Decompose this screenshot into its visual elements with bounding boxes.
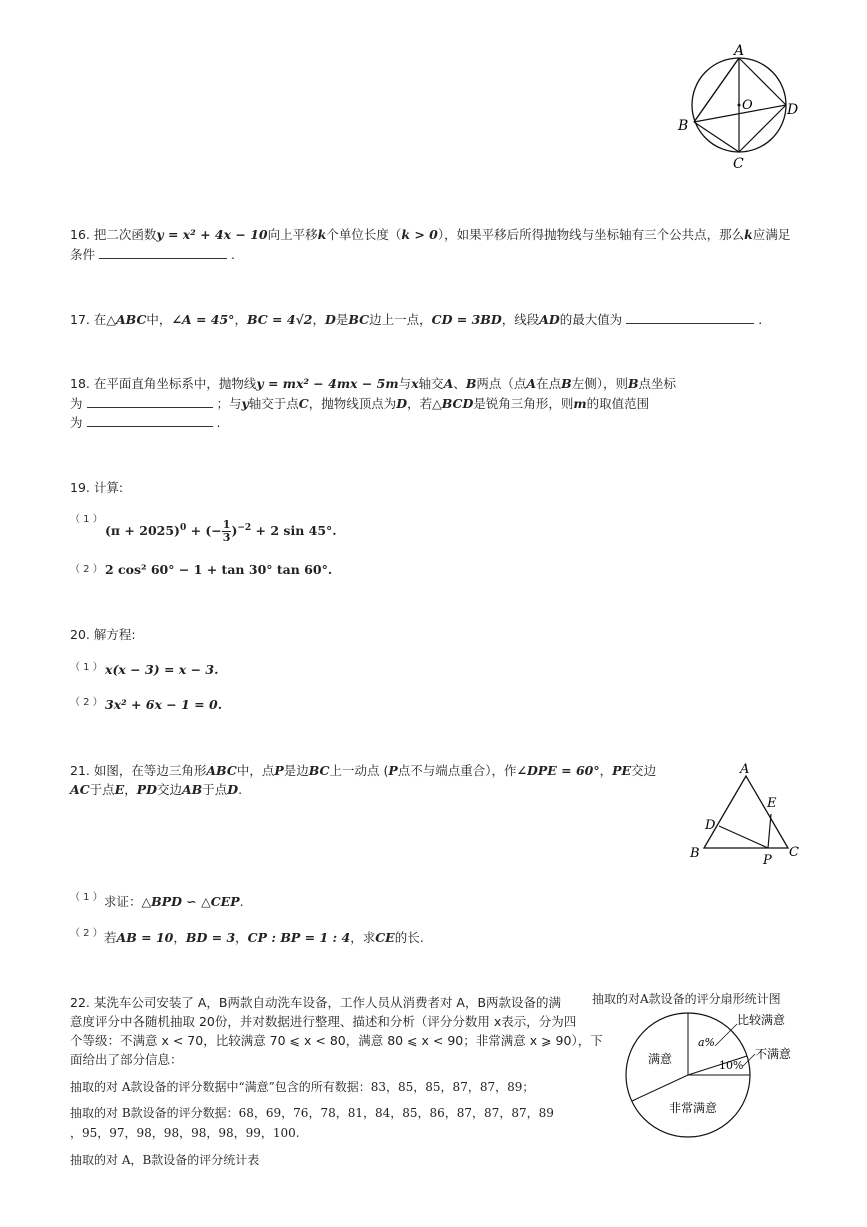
q19-title: 19. 计算: — [70, 480, 124, 495]
q22-line4: 面给出了部分信息： — [70, 1052, 183, 1067]
q16-line1: 16. 把二次函数y = x² + 4x − 10向上平移k个单位长度（k > 0），如果平移后所得抛物线与坐标轴有三个公共点，那么k应满足 — [70, 227, 791, 242]
q19-expr1: $(\pi + 2025)^0$ + (− $\frac{1}{3}$ )$^{-2}$ + 2 sin 45°. — [105, 518, 337, 545]
pie-label-fairly: 比较满意 — [737, 1013, 786, 1027]
q20-title: 20. 解方程: — [70, 627, 136, 642]
q21-sub2: 若AB = 10，BD = 3，CP : BP = 1 : 4，求CE的长. — [104, 930, 424, 945]
q22-data2: 抽取的对 B款设备的评分数据：68，69，76，78，81，84，85，86，87，87，87，89 — [70, 1106, 554, 1120]
q18-line1: 18. 在平面直角坐标系中，抛物线y = mx² − 4mx − 5m与x轴交A、B两点（点A在点B左侧），则B点坐标 — [70, 376, 677, 391]
label-A: A — [734, 43, 745, 59]
circle-figure — [672, 40, 802, 175]
q22-data4: 抽取的对 A，B款设备的评分统计表 — [70, 1153, 260, 1167]
answer-blank[interactable] — [87, 414, 213, 427]
answer-blank[interactable] — [87, 395, 213, 408]
q22-data3: ，95，97，98，98，98，98，99，100. — [70, 1126, 300, 1140]
q18-line2: 为 ；与y轴交于点C，抛物线顶点为D，若△BCD是锐角三角形，则m的取值范围 — [70, 396, 650, 411]
pie-chart — [615, 1008, 815, 1143]
q20-expr1: x(x − 3) = x − 3. — [105, 662, 219, 677]
triangle-figure — [686, 760, 806, 870]
pie-label-very: 非常满意 — [669, 1101, 718, 1115]
tri-label-E: E — [767, 796, 777, 811]
tri-label-P: P — [763, 853, 772, 868]
q22-data1: 抽取的对 A款设备的评分数据中“满意”包含的所有数据：83，85，85，87，87，89； — [70, 1080, 535, 1094]
label-C: C — [733, 156, 744, 172]
pie-label-satisfied: 满意 — [648, 1052, 673, 1066]
label-D: D — [787, 102, 799, 118]
tri-label-A: A — [740, 762, 750, 777]
tri-label-C: C — [789, 845, 799, 860]
q20-p1-label: （ 1 ） — [70, 662, 103, 673]
q22-line1: 22. 某洗车公司安装了 A，B两款自动洗车设备，工作人员从消费者对 A，B两款设备的满 — [70, 995, 562, 1010]
q20-expr2: 3x² + 6x − 1 = 0. — [105, 697, 223, 712]
answer-blank[interactable] — [626, 311, 754, 324]
pie-label-ten: 10% — [719, 1059, 744, 1072]
q22-line2: 意度评分中各随机抽取 20份，并对数据进行整理、描述和分析（评分分数用 x表示，分为四 — [70, 1014, 577, 1029]
answer-blank[interactable] — [99, 246, 227, 259]
q21-line2: AC于点E，PD交边AB于点D. — [70, 782, 243, 797]
tri-label-D: D — [705, 818, 716, 833]
q19-p1-label: （ 1 ） — [70, 514, 103, 525]
q22-line3: 个等级：不满意 x < 70，比较满意 70 ⩽ x < 80，满意 80 ⩽ x < 90；非常满意 x ⩾ 90），下 — [70, 1033, 603, 1048]
pie-title: 抽取的对A款设备的评分扇形统计图 — [592, 992, 781, 1006]
q19-expr2: 2 cos² 60° − 1 + tan 30° tan 60°. — [105, 562, 333, 577]
q16-line2: 条件 . — [70, 247, 235, 262]
tri-label-B: B — [690, 846, 700, 861]
q19-p2-label: （ 2 ） — [70, 564, 103, 575]
q21-sub1: 求证：△BPD ∽ △CEP. — [104, 894, 244, 909]
q20-p2-label: （ 2 ） — [70, 697, 103, 708]
label-O: O — [742, 98, 753, 113]
pie-label-unsatisfied: 不满意 — [755, 1047, 792, 1061]
pie-label-a-pct: a% — [698, 1036, 716, 1049]
label-B: B — [678, 118, 689, 134]
q21-line1: 21. 如图，在等边三角形ABC中，点P是边BC上一动点 (P点不与端点重合），作∠DPE = 60°，PE交边 — [70, 763, 657, 778]
q21-p2-label: （ 2 ） — [70, 928, 103, 939]
q18-line3: 为 . — [70, 415, 221, 430]
q17-line: 17. 在△ABC中，∠A = 45°，BC = 4√2，D是BC边上一点，CD = 3BD，线段AD的最大值为 . — [70, 312, 763, 327]
q21-p1-label: （ 1 ） — [70, 892, 103, 903]
